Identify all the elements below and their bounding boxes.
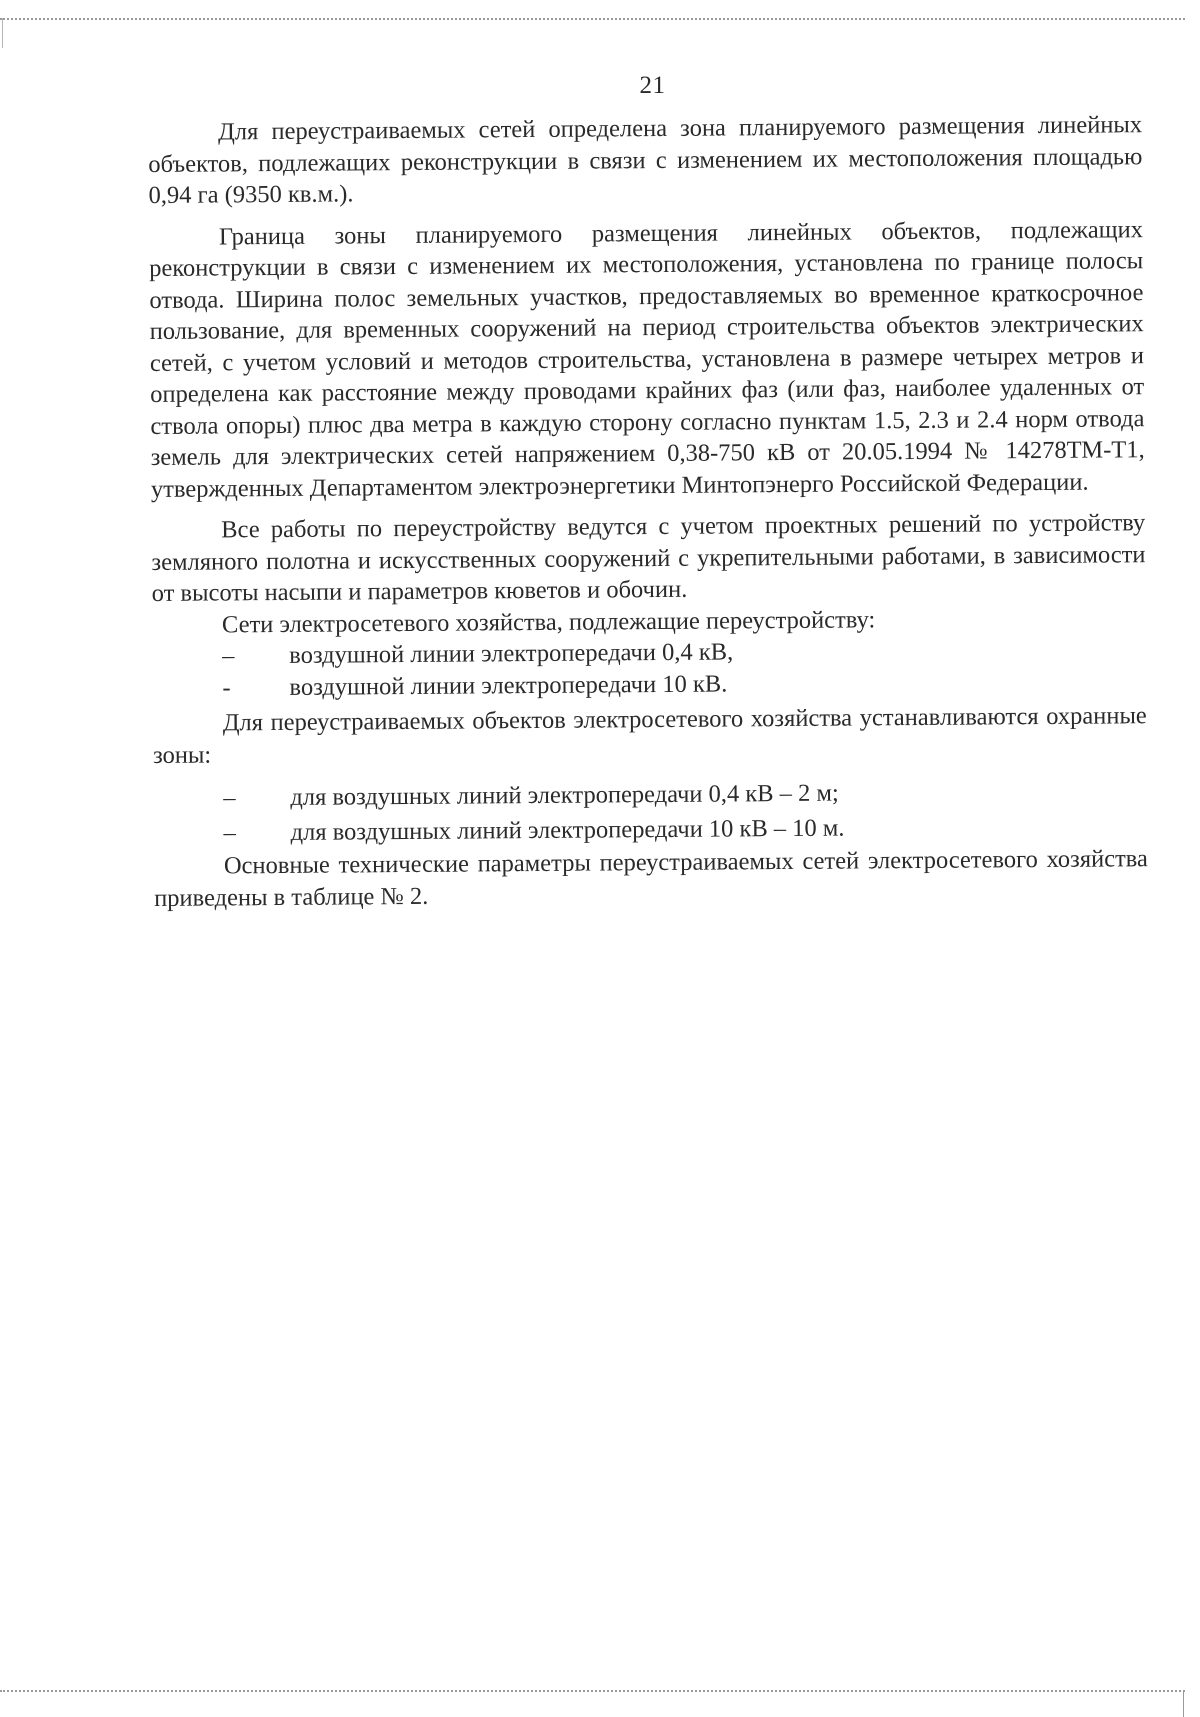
scan-edge-bottom-right — [1183, 1690, 1184, 1717]
networks-list — [152, 633, 1146, 704]
paragraph-works: Все работы по переустройству ведутся с учетом проектных решений по устройству земляного полотна и искусственных сооружений с укрепительными работами, в зависимости от высоты насыпи и параметров кюветов и обочин. — [151, 509, 1146, 607]
scan-edge-bottom — [0, 1690, 1185, 1692]
paragraph-table-reference: Основные технические параметры переустраиваемых сетей электросетевого хозяйства приведены в таблице № 2. — [154, 845, 1148, 912]
paragraph-networks-intro: Сети электросетевого хозяйства, подлежащие переустройству: — [221, 605, 876, 638]
list-item-text: для воздушных линий электропередачи 10 кВ – 10 м. — [290, 814, 845, 846]
paragraph-zone-area: Для переустраиваемых сетей определена зона планируемого размещения линейных объектов, подлежащих реконструкции в связи с изменением их местоположения площадью 0,94 га (9350 кв.м.). — [148, 111, 1143, 209]
list-dash: – — [222, 642, 235, 670]
document-body — [148, 109, 1148, 914]
paragraph-zone-boundary: Граница зоны планируемого размещения линейных объектов, подлежащих реконструкции в связи с изменением их местоположения, установлена по границе полосы отвода. Ширина полос земельных участков, предоставляемых во временное краткосрочное пользование, для временных сооружений на период строительства объектов электрических сетей, с учетом условий и методов строительства, установлена в размере четырех метров и определена как расстояние между проводами крайних фаз (или фаз, наиболее удаленных от ствола опоры) плюс два метра в каждую сторону согласно пунктам 1.5, 2.3 и 2.4 норм отвода земель для электрических сетей напряжением 0,38-750 кВ от 20.05.1994 № 14278ТМ-Т1, утвержденных Департаментом электроэнергетики Минтопэнерго Российской Федерации. — [149, 215, 1145, 503]
list-item-text: воздушной линии электропередачи 0,4 кВ, — [289, 638, 734, 669]
scan-edge-top — [0, 18, 1185, 20]
page-number: 21 — [639, 72, 666, 99]
list-dash: - — [222, 673, 231, 701]
zones-list — [153, 773, 1148, 851]
list-item — [152, 665, 1146, 704]
paragraph-protection-zones: Для переустраиваемых объектов электросетевого хозяйства устанавливаются охранные зоны: — [152, 702, 1147, 769]
list-item-text: воздушной линии электропередачи 10 кВ. — [289, 669, 728, 701]
list-dash: – — [223, 784, 236, 812]
list-dash: – — [223, 819, 236, 847]
scan-edge-left — [2, 18, 3, 48]
list-item-text: для воздушных линий электропередачи 0,4 кВ – 2 м; — [290, 779, 839, 811]
